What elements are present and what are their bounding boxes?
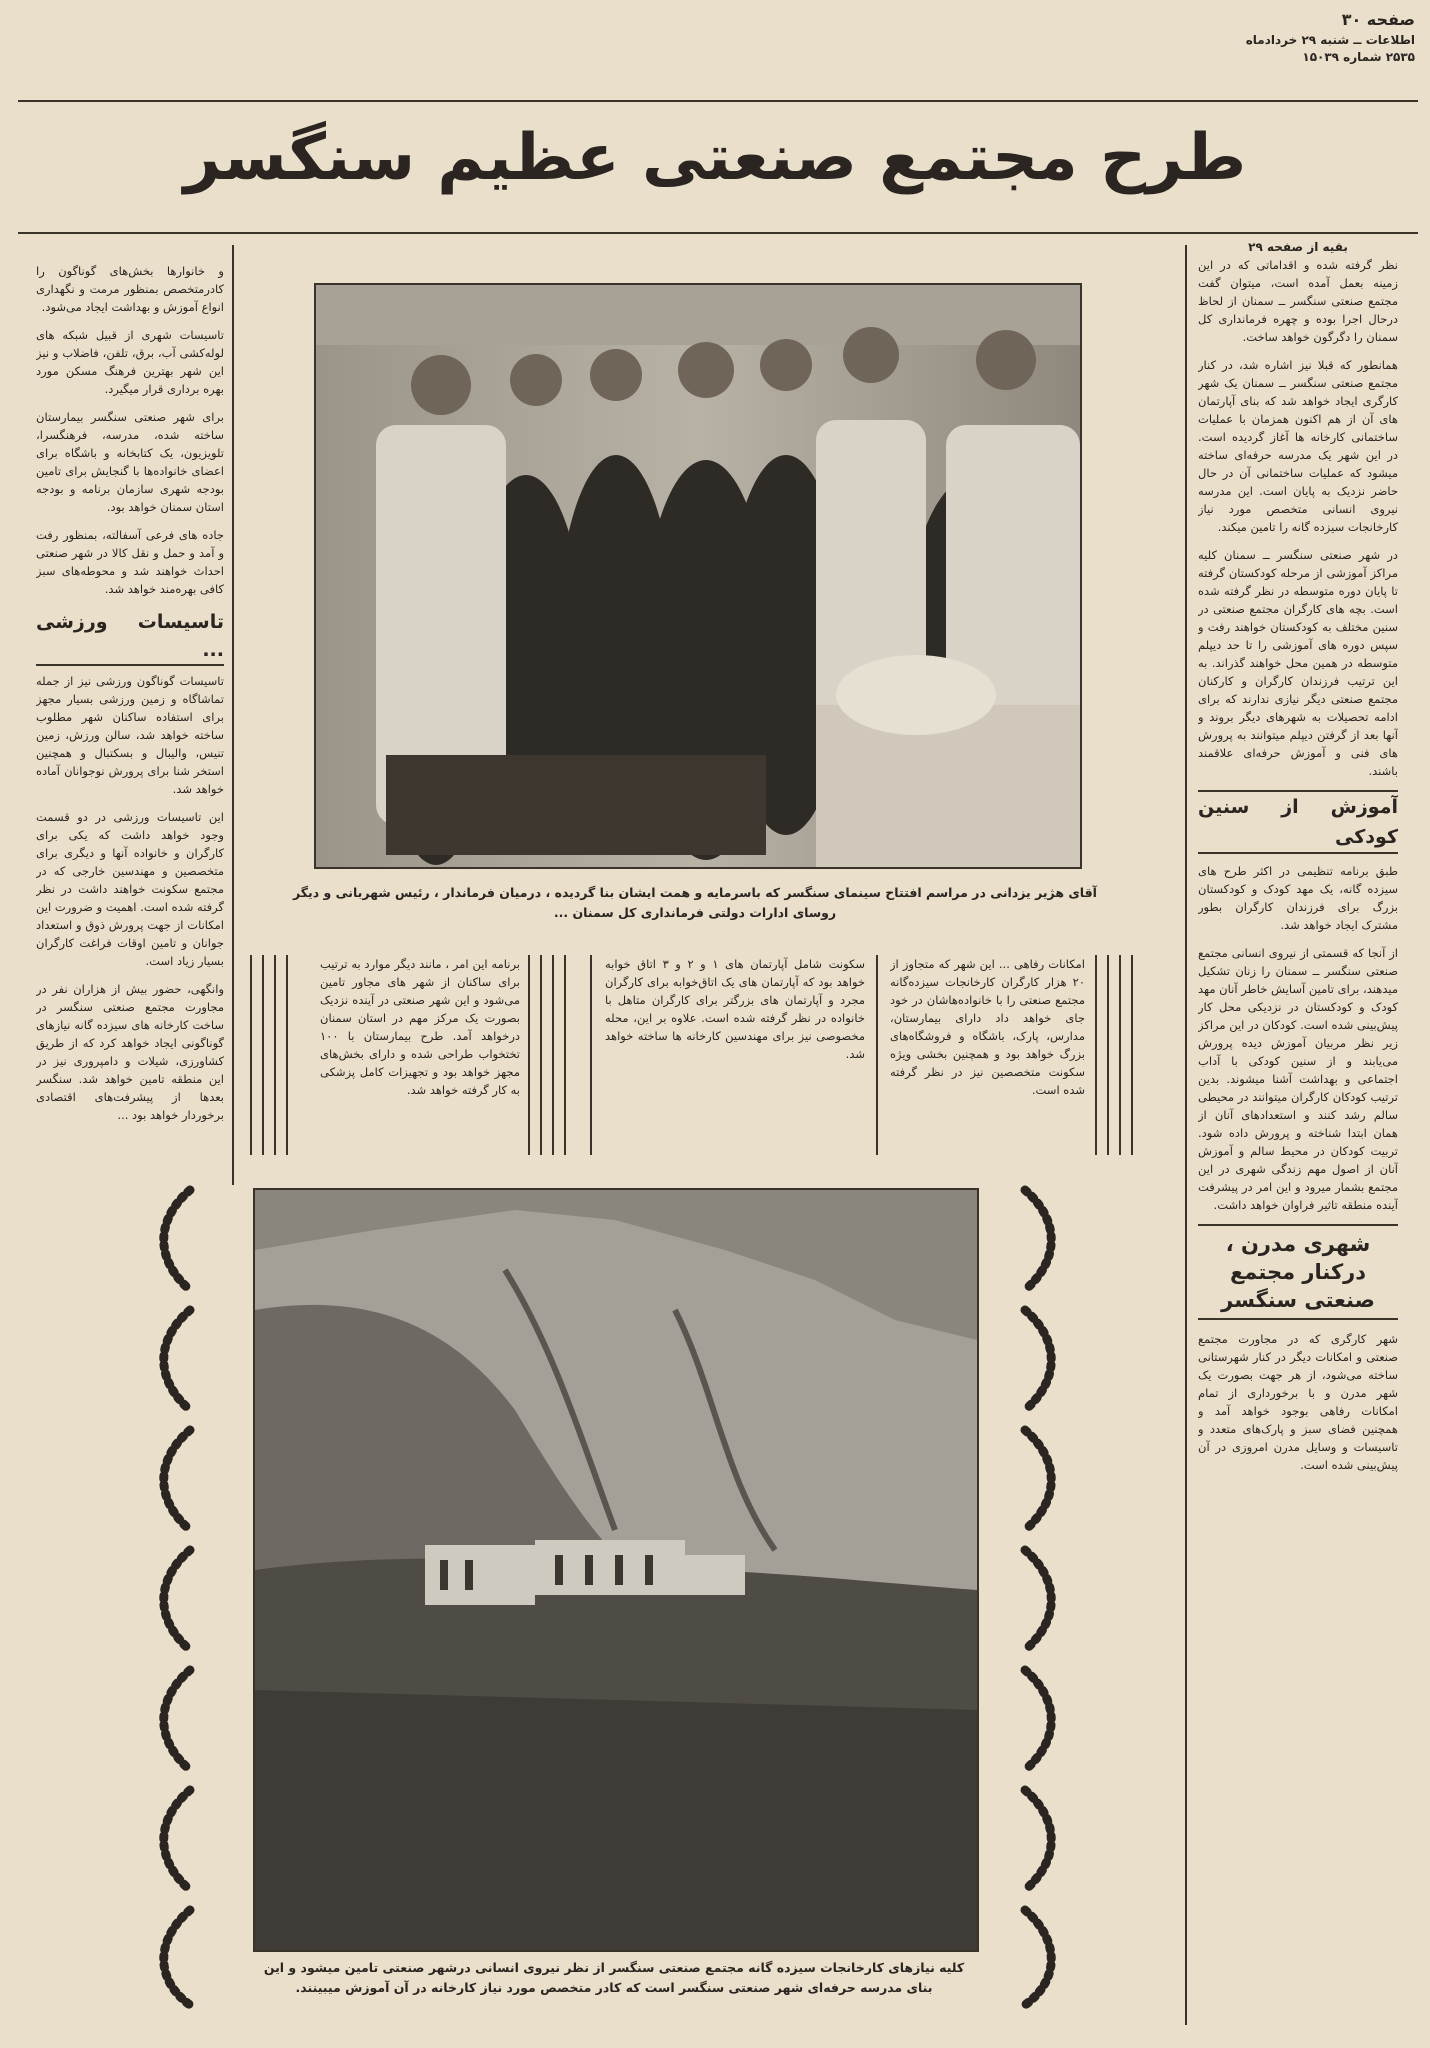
masthead-rule [18,100,1418,102]
ceremony-photo [314,283,1082,869]
issue-line: اطلاعات ــ شنبه ۲۹ خردادماه [1245,33,1415,47]
right-section-title: آموزش از سنین کودکی [1198,790,1398,854]
left-section-paragraph-3: وانگهی، حضور بیش از هزاران نفر در مجاورت مجتمع صنعتی سنگسر در ساخت کارخانه های سیزده گانه نیازهای گوناگونی ایجاد خواهد کرد که از طریق کشاورزی، شیلات و دامپروری نیز در این منطقه تامین خواهد شد. سنگسر بعدها از پیشرفت‌های اقتصادی برخوردار خواهد بود ... [36,982,224,1122]
middle-column-left: برنامه این امر ، مانند دیگر موارد به ترتیب برای ساکنان از شهر های مجاور تامین می‌شود و این شهر صنعتی در آینده نزدیک بصورت یک مرکز مهم در استان سمنان درخواهد آمد. طرح بیمارستان با ۱۰۰ تختخواب طراحی شده و دارای بخش‌های مجهز خواهد بود و تجهیزات کامل پزشکی به کار گرفته خواهد شد. [320,957,520,1097]
headline: طرح مجتمع صنعتی عظیم سنگسر [183,121,1247,195]
left-paragraph-3: برای شهر صنعتی سنگسر بیمارستان ساخته شده، مدرسه، فرهنگسرا، تلویزیون، یک کتابخانه و باشگاه برای اعضای خانواده‌ها با گنجایش برای تامین بودجه شهری سازمان برنامه و بودجه استان سمنان خواهد بود. [36,410,224,514]
left-paragraph-2: تاسیسات شهری از قبیل شبکه های لوله‌کشی آب، برق، تلفن، فاضلاب و نیز این شهر بهترین فرهنگ مسکن مورد بهره برداری قرار میگیرد. [36,328,224,396]
right-paragraph-2: همانطور که قبلا نیز اشاره شد، در کنار مجتمع صنعتی سنگسر ــ سمنان یک شهر کارگری ایجاد خواهد شد که بنای آپارتمان های آن از هم اکنون همزمان با عملیات ساختمانی کارخانه ها آغاز گردیده است. در این شهر یک مدرسه حرفه‌ای ساخته میشود که عملیات ساختمانی آن در حال حاضر نزدیک به پایان است. این مدرسه نیروی انسانی متخصص مورد نیاز کارخانجات سیزده گانه را تامین میکند. [1198,358,1398,534]
middle-column-center: سکونت شامل آپارتمان های ۱ و ۲ و ۳ اتاق خوابه خواهد بود که آپارتمان های یک اتاق‌خوابه برای کارگران مجرد و آپارتمان های بزرگتر برای کارگران متاهل با خانواده در نظر گرفته شده است. علاوه بر این، محله مخصوصی نیز برای مهندسین کارخانه ها ساخته خواهد شد. [605,957,865,1061]
page-number: صفحه ۳۰ [1341,10,1415,29]
left-section-paragraph-1: تاسیسات گوناگون ورزشی نیز از جمله تماشاگاه و زمین ورزشی بسیار مجهز برای استفاده ساکنان شهر مطلوب ساخته خواهد شد، سالن ورزش، زمین تنیس، والیبال و بسکتبال و همچنین استخر شنا برای پرورش نوجوانان آماده خواهد شد. [36,674,224,796]
right-sub-paragraph: شهر کارگری که در مجاورت مجتمع صنعتی و امکانات دیگر در کنار شهرستانی ساخته می‌شود، از هر جهت بصورت یک شهر مدرن و با برخورداری از تمام امکانات رفاهی بوجود خواهد آمد و همچنین فضای سبز و پارک‌های متعدد و تاسیسات و وسایل مدرن امروزی در آن پیش‌بینی شده است. [1198,1332,1398,1472]
left-section-title: تاسیسات ورزشی ... [36,608,224,666]
right-section-paragraph-2: از آنجا که قسمتی از نیروی انسانی مجتمع صنعتی سنگسر ــ سمنان را زنان تشکیل میدهند، برای تامین آسایش خاطر آنان مهد کودک و کودکستان در نزدیکی محل کار پیش‌بینی شده است. کودکان در این مراکز زیر نظر مربیان آموزش دیده پرورش می‌یابند و از سنین کودکی با آداب اجتماعی و بهداشت آشنا میشوند. بدین ترتیب کودکان کارگران میتوانند در محیطی سالم رشد کنند و استعدادهای آنان از همان ابتدا شناخته و پرورش داده شود. تربیت کودکان در محیط سالم و آموزش آنان از اصول مهم زندگی شهری در این مجتمع بشمار میرود و این امر در پیشرفت آینده منطقه تاثیر فراوان خواهد داشت. [1198,946,1398,1212]
decor-bars-right [1095,955,1133,1155]
school-building-photo [253,1188,979,1952]
issue-number: ۲۵۳۵ شماره ۱۵۰۳۹ [1302,50,1415,64]
landscape-image [255,1190,977,1950]
right-paragraph-1: نظر گرفته شده و اقداماتی که در این زمینه بعمل آمده است، میتوان گفت مجتمع صنعتی سنگسر ــ سمنان از لحاظ درحال اجرا بوده و چهره فرمانداری کل سمنان را دگرگون خواهد ساخت. [1198,258,1398,344]
left-paragraph-1: و خانوارها بخش‌های گوناگون را کادرمتخصص بمنظور مرمت و نگهداری انواع آموزش و بهداشت ایجاد می‌شود. [36,264,224,314]
middle-rule-1 [876,955,878,1155]
right-paragraph-3: در شهر صنعتی سنگسر ــ سمنان کلیه مراکز آموزشی از مرحله کودکستان گرفته تا پایان دوره متوسطه در نظر گرفته شده است. بچه های کارگران مجتمع صنعتی در سنین مختلف به کودکستان خواهند رفت و سپس دوره های آموزشی را تا حد دیپلم متوسطه در همین محل خواهند گذراند. به این ترتیب فرزندان کارگران و کارکنان مجتمع صنعتی دیگر نیازی ندارند که برای ادامه تحصیلات به شهرهای دیگر بروند و آنها بعد از گرفتن دیپلم میتوانند به پرورش های فنی و آموزش حرفه‌ای علاقمند باشند. [1198,548,1398,778]
right-section-paragraph-1: طبق برنامه تنظیمی در اکثر طرح های سیزده گانه، یک مهد کودک و کودکستان بزرگ برای فرزندان کارگران بطور مشترک ایجاد خواهد شد. [1198,864,1398,932]
middle-rule-2 [590,955,592,1155]
scallop-border-right [1005,1180,1065,2010]
ceremony-photo-image [316,285,1080,867]
right-column-rule [1185,245,1187,2025]
headline-rule [18,232,1418,234]
ceremony-photo-caption: آقای هژیر یزدانی در مراسم افتتاح سینمای سنگسر که باسرمایه و همت ایشان بنا گردیده ، درمیان فرماندار ، رئیس شهربانی و دیگر روسای ادارات دولتی فرمانداری کل سمنان ... [293,885,1097,920]
left-section-paragraph-2: این تاسیسات ورزشی در دو قسمت وجود خواهد داشت که یکی برای کارگران و خانواده آنها و دیگری برای متخصصین و مهندسین خارجی که در مجتمع سکونت خواهند داشت در نظر گرفته شده است. اهمیت و ضرورت این امکانات از جهت پرورش ذوق و استعداد جوانان و تامین اوقات فراغت کارگران بسیار زیاد است. [36,810,224,968]
left-column-rule [232,245,234,1185]
decor-bars-left [250,955,288,1155]
right-column [1198,238,1398,2028]
scallop-border-left [150,1180,210,2010]
left-paragraph-4: جاده های فرعی آسفالته، بمنظور رفت و آمد و حمل و نقل کالا در شهر صنعتی احداث خواهند شد و محوطه‌های سبز کافی بهره‌مند خواهد شد. [36,528,224,596]
continued-label: بقیه از صفحه ۲۹ [1248,240,1348,254]
right-subheading: شهری مدرن ، درکنار مجتمع صنعتی سنگسر [1198,1224,1398,1320]
middle-column-right: امکانات رفاهی ... این شهر که متجاوز از ۲۰ هزار کارگران کارخانجات سیزده‌گانه مجتمع صنعتی را با خانواده‌هاشان در خود جای خواهد داد دارای بیمارستان، مدارس، پارک، باشگاه و فروشگاه‌های بزرگ خواهد بود و همچنین بخشی ویژه سکونت متخصصین نیز در نظر گرفته شده است. [890,957,1085,1097]
decor-bars-center [528,955,566,1155]
school-photo-caption: کلیه نیازهای کارخانجات سیزده گانه مجتمع صنعتی سنگسر از نظر نیروی انسانی درشهر صنعتی تامین میشود و این بنای مدرسه حرفه‌ای شهر صنعتی سنگسر است که کادر متخصص مورد نیاز کارخانه در آن آموزش میبینند. [263,1960,965,1995]
left-column [36,262,224,1182]
masthead [1135,8,1415,66]
